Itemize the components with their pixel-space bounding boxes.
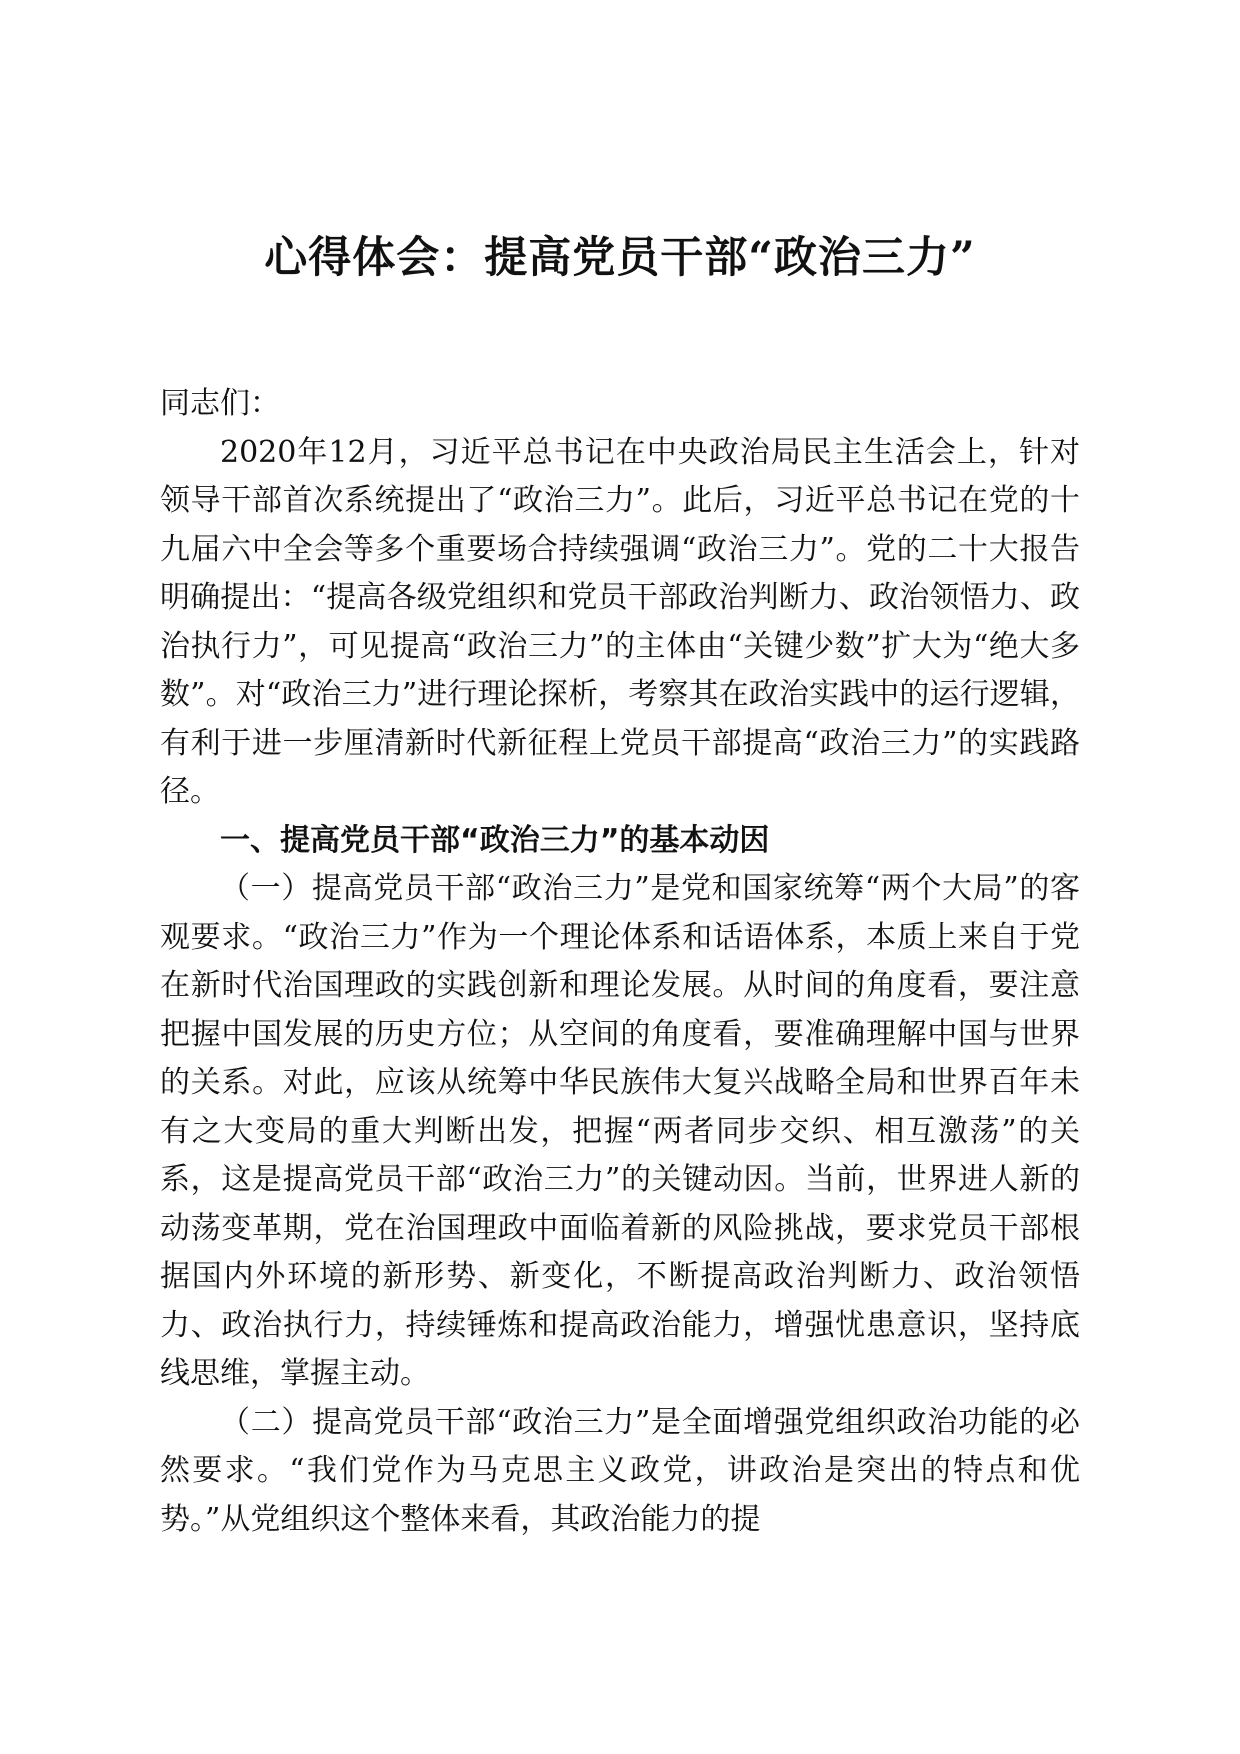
document-title: 心得体会：提高党员干部“政治三力” xyxy=(264,233,976,283)
section-paragraph-1: （一）提高党员干部“政治三力”是党和国家统筹“两个大局”的客观要求。“政治三力”作为一个理论体系和话语体系，本质上来自于党在新时代治国理政的实践创新和理论发展。从时间的角度看，要注意把握中国发展的历史方位；从空间的角度看，要准确理解中国与世界的关系。对此，应该从统筹中华民族伟大复兴战略全局和世界百年未有之大变局的重大判断出发，把握“两者同步交织、相互激荡”的关系，这是提高党员干部“政治三力”的关键动因。当前，世界进人新的动荡变革期，党在治国理政中面临着新的风险挑战，要求党员干部根据国内外环境的新形势、新变化，不断提高政治判断力、政治领悟力、政治执行力，持续锤炼和提高政治能力，增强忧患意识，坚持底线思维，掌握主动。 xyxy=(160,871,1080,1391)
greeting: 同志们： xyxy=(160,386,280,421)
section-paragraph-2: （二）提高党员干部“政治三力”是全面增强党组织政治功能的必然要求。“我们党作为马克思主义政党，讲政治是突出的特点和优势。”从党组织这个整体来看，其政治能力的提 xyxy=(160,1404,1080,1537)
document-body xyxy=(160,380,1080,1544)
intro-paragraph: 2020年12月，习近平总书记在中央政治局民主生活会上，针对领导干部首次系统提出了“政治三力”。此后，习近平总书记在党的十九届六中全会等多个重要场合持续强调“政治三力”。党的二十大报告明确提出：“提高各级党组织和党员干部政治判断力、政治领悟力、政治执行力”，可见提高“政治三力”的主体由“关键少数”扩大为“绝大多数”。对“政治三力”进行理论探析，考察其在政治实践中的运行逻辑，有利于进一步厘清新时代新征程上党员干部提高“政治三力”的实践路径。 xyxy=(160,434,1080,809)
section-heading: 一、提高党员干部“政治三力”的基本动因 xyxy=(220,822,770,858)
